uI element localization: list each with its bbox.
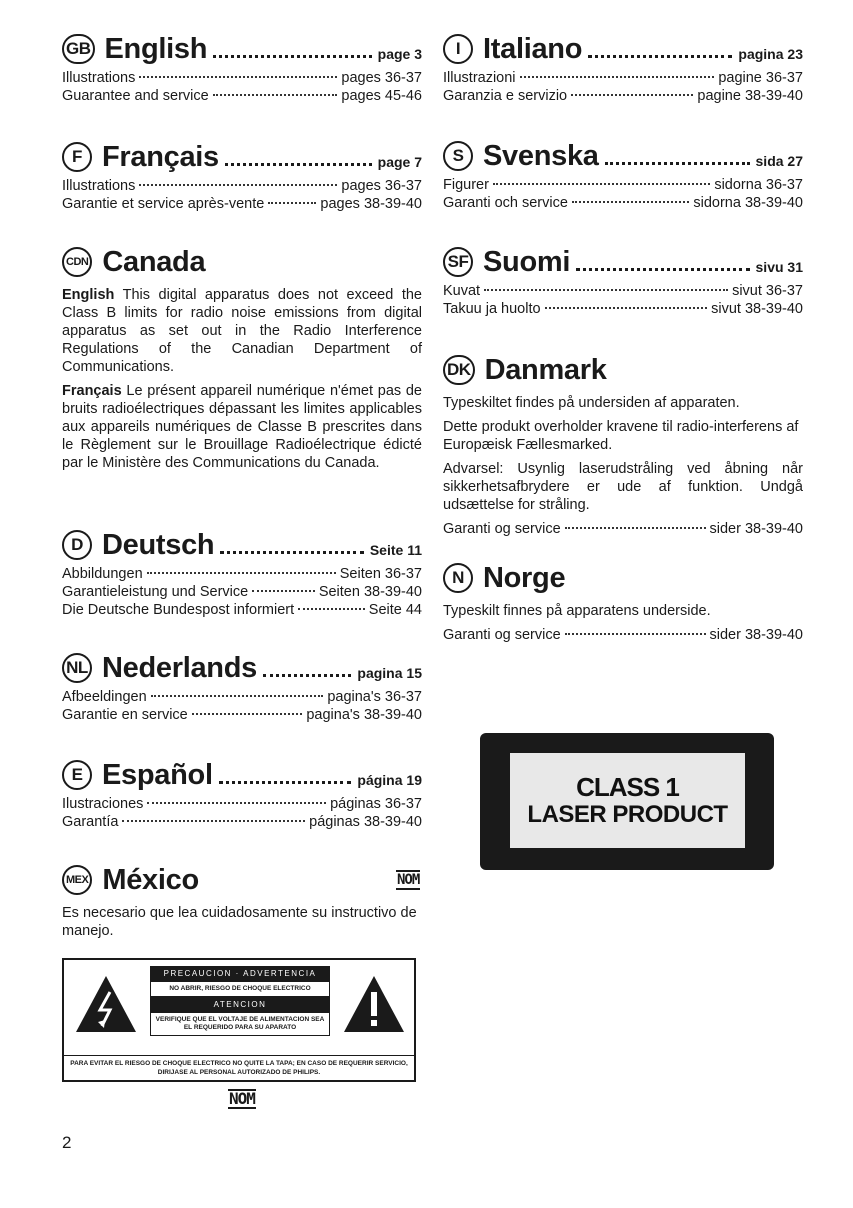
row-value: pages 38-39-40 <box>320 196 422 212</box>
page-ref: página 19 <box>357 772 422 788</box>
section-italiano <box>443 29 803 105</box>
mexico-text: Es necesario que lea cuidadosamente su instructivo de manejo. <box>62 905 417 939</box>
section-title: Español <box>102 758 213 791</box>
row-value: Seiten 36-37 <box>339 566 422 582</box>
section-canada <box>62 242 422 478</box>
row-value: Seiten 38-39-40 <box>318 584 422 600</box>
row-value: sidorna 36-37 <box>714 177 803 193</box>
row-value: páginas 38-39-40 <box>309 814 422 830</box>
section-title: Deutsch <box>102 528 215 561</box>
row-label: Kuvat <box>443 283 481 299</box>
row-label: Illustrations <box>62 178 136 194</box>
badge-cdn: CDN <box>62 247 92 277</box>
lead-francais: Français <box>62 383 122 399</box>
danmark-text-2: Dette produkt overholder kravene til radio-interferens af Europæisk Fællesmarked. <box>443 419 799 453</box>
laser-product-label <box>480 733 774 870</box>
badge-d: D <box>62 530 92 560</box>
section-deutsch <box>62 525 422 619</box>
badge-sf: SF <box>443 247 473 277</box>
row-value: pagine 36-37 <box>718 70 803 86</box>
row-label: Garantía <box>62 814 119 830</box>
warning-line-1: NO ABRIR, RIESGO DE CHOQUE ELECTRICO <box>150 981 330 997</box>
badge-n: N <box>443 563 473 593</box>
badge-f: F <box>62 142 92 172</box>
lead-english: English <box>62 287 115 303</box>
warning-footer: PARA EVITAR EL RIESGO DE CHOQUE ELECTRICO NO QUITE LA TAPA; EN CASO DE REQUERIR SERVICIO, DIRIJASE AL PERSONAL AUTORIZADO DE PHILIPS. <box>64 1055 414 1077</box>
badge-mex: MEX <box>62 865 92 895</box>
section-title: Svenska <box>483 139 599 172</box>
page-ref: Seite 11 <box>369 542 422 558</box>
row-label: Ilustraciones <box>62 796 144 812</box>
row-value: pagina's 38-39-40 <box>306 707 422 723</box>
badge-dk: DK <box>443 355 475 385</box>
page-ref: pagina 23 <box>738 46 803 62</box>
badge-nl: NL <box>62 653 92 683</box>
section-title: English <box>104 32 208 65</box>
row-label: Illustrazioni <box>443 70 516 86</box>
section-title: Italiano <box>483 32 583 65</box>
warning-line-2: VERIFIQUE QUE EL VOLTAJE DE ALIMENTACION SEA EL REQUERIDO PARA SU APARATO <box>150 1012 330 1036</box>
row-label: Garanzia e servizio <box>443 88 568 104</box>
page-number: 2 <box>62 1133 72 1152</box>
norge-text-1: Typeskilt finnes på apparatens underside. <box>443 603 711 619</box>
row-value: sider 38-39-40 <box>709 627 803 643</box>
section-english <box>62 29 422 105</box>
row-value: sider 38-39-40 <box>709 521 803 537</box>
page-ref: pagina 15 <box>357 665 422 681</box>
section-norge <box>443 558 803 644</box>
section-espanol <box>62 755 422 831</box>
row-value: pages 36-37 <box>341 178 422 194</box>
warning-header-2: ATENCION <box>150 997 330 1012</box>
row-label: Illustrations <box>62 70 136 86</box>
row-label: Garantie en service <box>62 707 188 723</box>
section-title: Nederlands <box>102 651 257 684</box>
section-title: Norge <box>483 561 566 594</box>
nom-logo-bottom: NOM <box>229 1089 255 1108</box>
section-title: Français <box>102 140 219 173</box>
badge-gb: GB <box>62 34 95 64</box>
section-title: México <box>102 863 199 896</box>
section-title: Suomi <box>483 245 571 278</box>
row-value: sidorna 38-39-40 <box>693 195 803 211</box>
row-value: Seite 44 <box>368 602 422 618</box>
page-ref: sida 27 <box>755 153 803 169</box>
section-title: Danmark <box>484 353 607 386</box>
canada-french-text: Le présent appareil numérique n'émet pas de bruits radioélectriques dépassant les limites applicables aux appareils numériques de Classe B prescrites dans le Règlement sur le Brouillage Radioélectrique édicté par le Ministère des Communications du Canada. <box>62 383 422 471</box>
row-label: Afbeeldingen <box>62 689 147 705</box>
section-title: Canada <box>102 245 206 278</box>
row-value: páginas 36-37 <box>330 796 422 812</box>
section-mexico <box>62 860 422 946</box>
danmark-text-1: Typeskiltet findes på undersiden af apparaten. <box>443 395 740 411</box>
lightning-warning-icon <box>74 974 138 1034</box>
row-label: Garantie et service après-vente <box>62 196 265 212</box>
row-label: Abbildungen <box>62 566 143 582</box>
page-ref: sivu 31 <box>755 259 803 275</box>
section-svenska <box>443 136 803 212</box>
row-value: pagina's 36-37 <box>327 689 422 705</box>
nom-logo: NOM <box>397 872 420 888</box>
row-label: Garantieleistung und Service <box>62 584 249 600</box>
section-danmark <box>443 350 803 538</box>
row-value: pages 45-46 <box>341 88 422 104</box>
section-nederlands <box>62 648 422 724</box>
row-label: Takuu ja huolto <box>443 301 541 317</box>
row-value: sivut 38-39-40 <box>711 301 803 317</box>
section-suomi <box>443 242 803 318</box>
row-label: Garanti og service <box>443 521 561 537</box>
row-value: pagine 38-39-40 <box>697 88 803 104</box>
page-ref: page 3 <box>377 46 422 62</box>
warning-header: PRECAUCION · ADVERTENCIA <box>150 966 330 981</box>
row-label: Figurer <box>443 177 489 193</box>
warning-box <box>62 958 416 1082</box>
exclamation-warning-icon <box>342 974 406 1034</box>
section-francais <box>62 137 422 213</box>
row-value: pages 36-37 <box>341 70 422 86</box>
row-label: Garanti og service <box>443 627 561 643</box>
row-label: Guarantee and service <box>62 88 209 104</box>
row-label: Die Deutsche Bundespost informiert <box>62 602 295 618</box>
page-ref: page 7 <box>377 154 422 170</box>
danmark-text-3: Advarsel: Usynlig laserudstråling ved åbning når sikkerhetsafbrydere er ude af funktion. Undgå udsættelse for stråling. <box>443 461 803 513</box>
canada-english-text: This digital apparatus does not exceed the Class B limits for radio noise emissions from digital apparatus as set out in the Radio Interference Regulations of the Canadian Department of Communications. <box>62 287 422 375</box>
badge-i: I <box>443 34 473 64</box>
badge-e: E <box>62 760 92 790</box>
laser-label-line-1: CLASS 1 <box>576 771 679 802</box>
row-label: Garanti och service <box>443 195 568 211</box>
laser-label-line-2: LASER PRODUCT <box>527 800 728 828</box>
row-value: sivut 36-37 <box>732 283 803 299</box>
badge-s: S <box>443 141 473 171</box>
